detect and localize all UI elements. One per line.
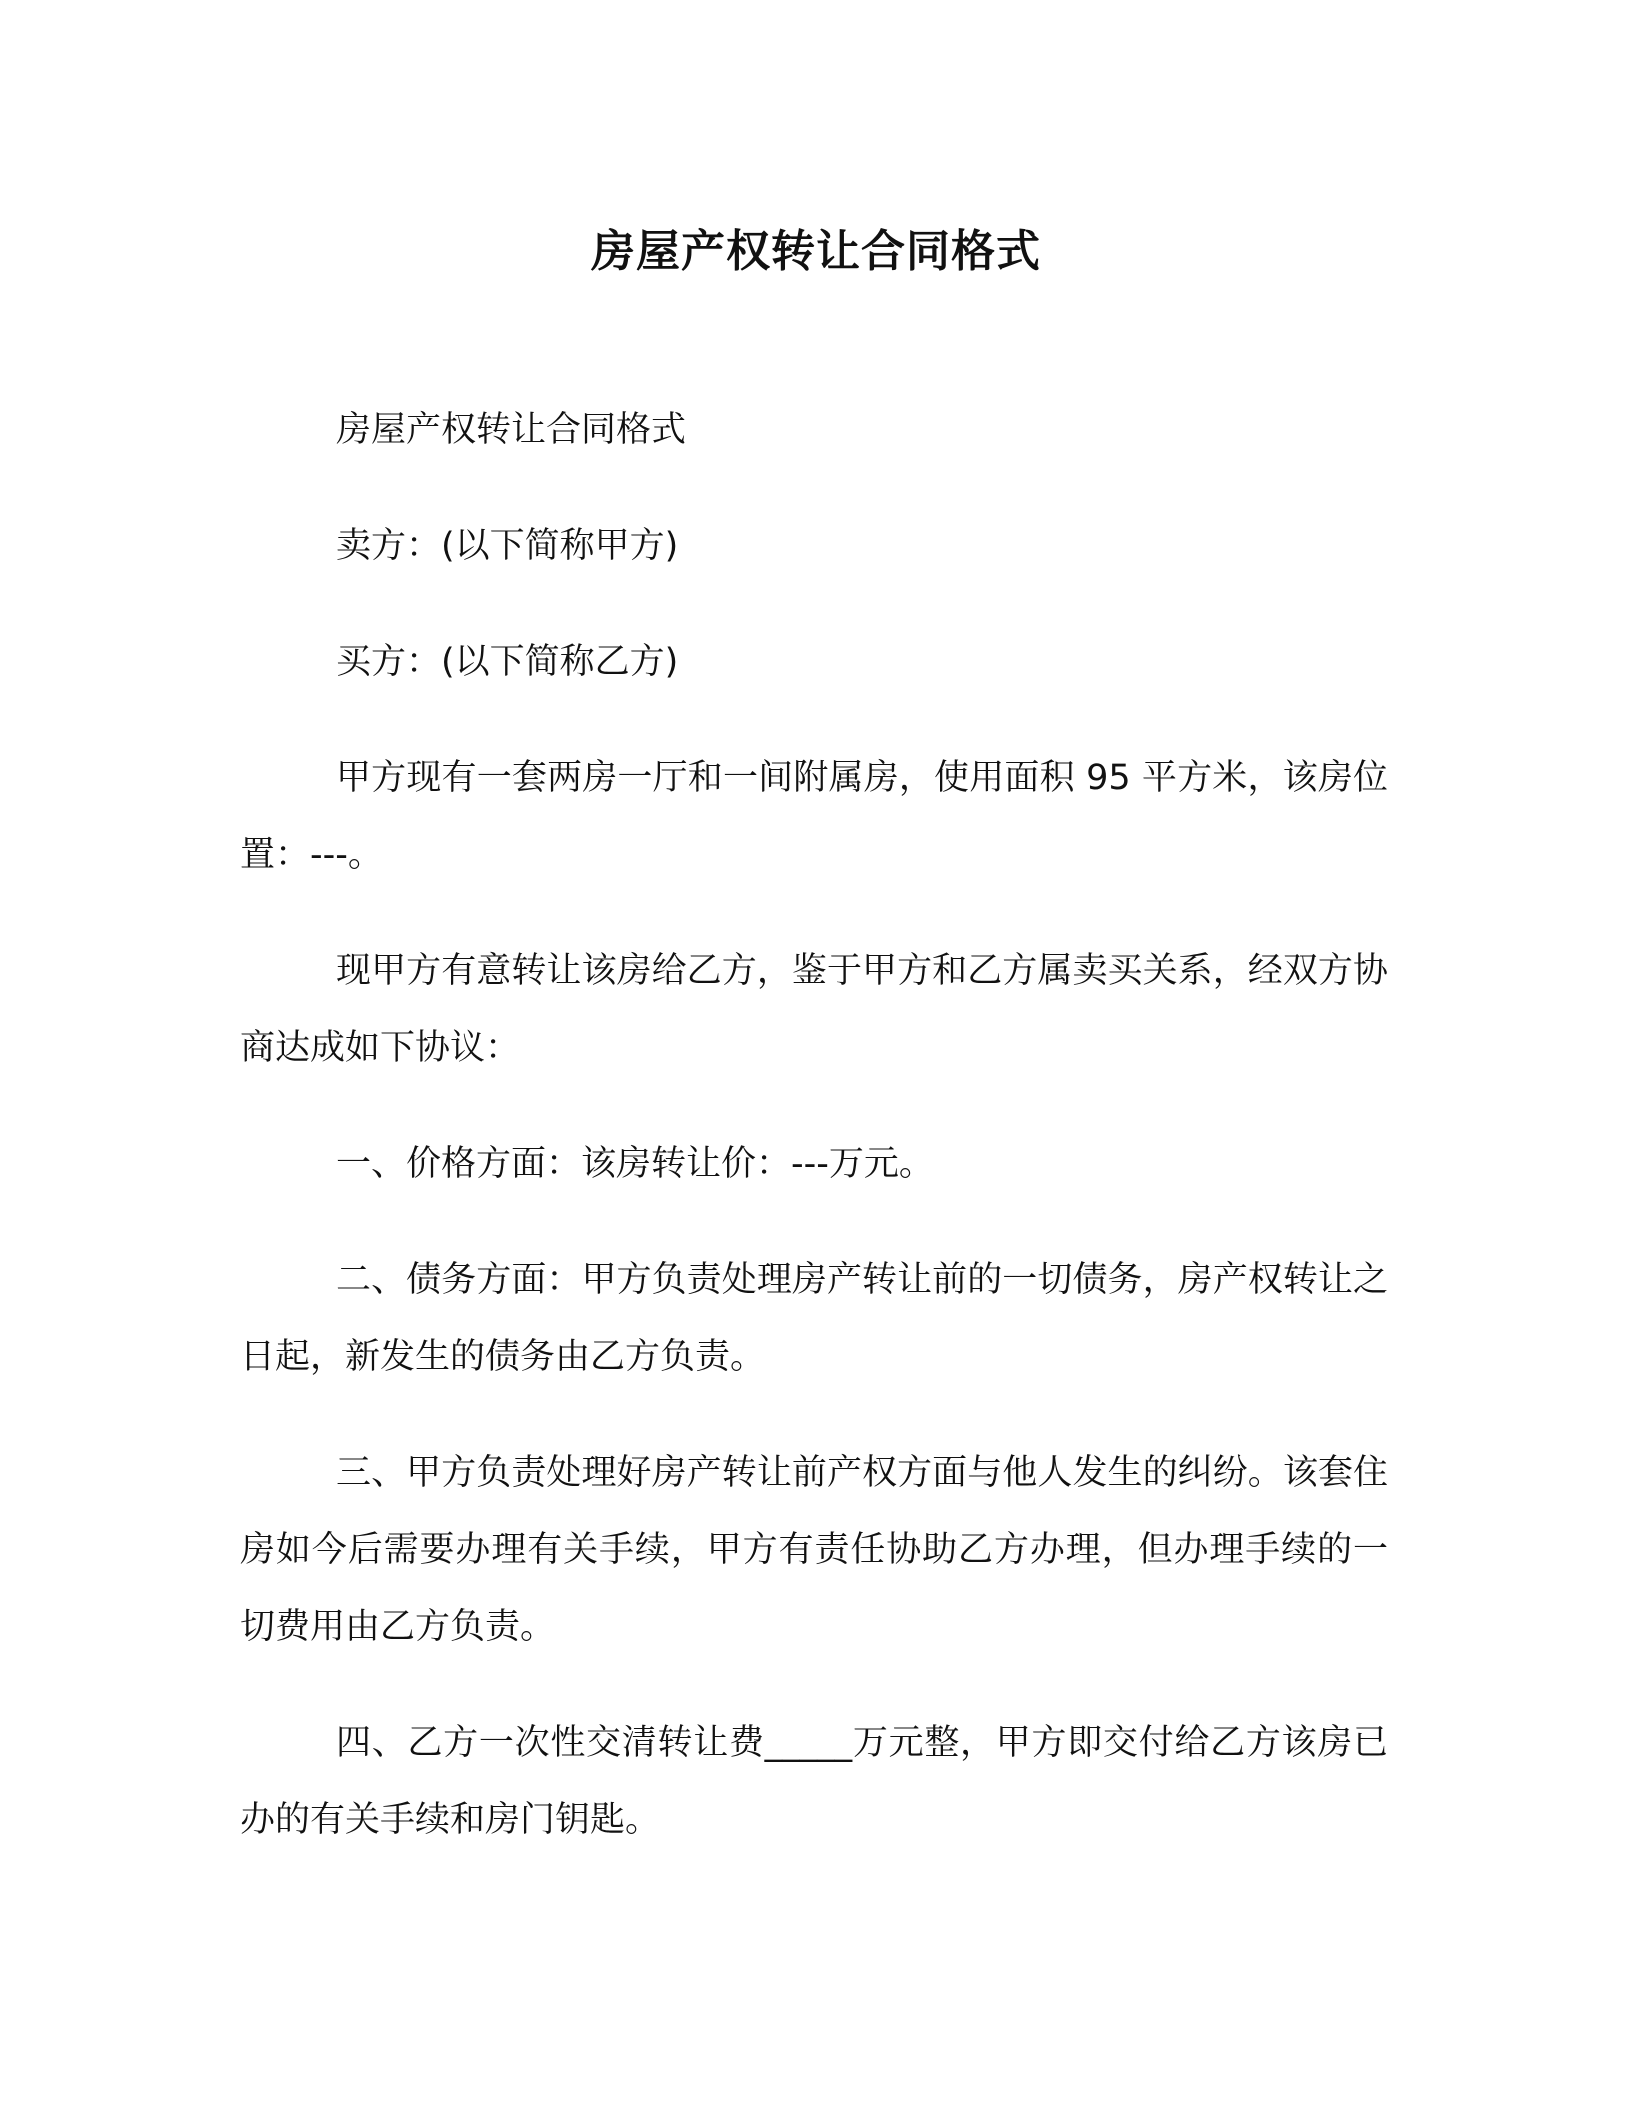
document-title: 房屋产权转让合同格式: [591, 226, 1041, 277]
paragraph-clause-payment: 四、乙方一次性交清转让费_____万元整，甲方即交付给乙方该房已办的有关手续和房门钥匙。: [240, 1723, 1388, 1840]
paragraph-heading: 房屋产权转让合同格式: [336, 410, 687, 450]
paragraph-clause-price: 一、价格方面：该房转让价：---万元。: [336, 1144, 934, 1184]
paragraph-property: 甲方现有一套两房一厅和一间附属房，使用面积 95 平方米，该房位置：---。: [240, 758, 1388, 875]
paragraph-clause-debt: 二、债务方面：甲方负责处理房产转让前的一切债务，房产权转让之日起，新发生的债务由乙方负责。: [240, 1260, 1388, 1377]
paragraph-buyer: 买方：(以下简称乙方): [336, 642, 679, 682]
document-body: [240, 392, 1388, 1898]
paragraph-agreement-intro: 现甲方有意转让该房给乙方，鉴于甲方和乙方属卖买关系，经双方协商达成如下协议：: [240, 951, 1388, 1068]
paragraph-seller: 卖方：(以下简称甲方): [336, 526, 679, 566]
paragraph-clause-disputes: 三、甲方负责处理好房产转让前产权方面与他人发生的纠纷。该套住房如今后需要办理有关手续，甲方有责任协助乙方办理，但办理手续的一切费用由乙方负责。: [240, 1453, 1388, 1647]
